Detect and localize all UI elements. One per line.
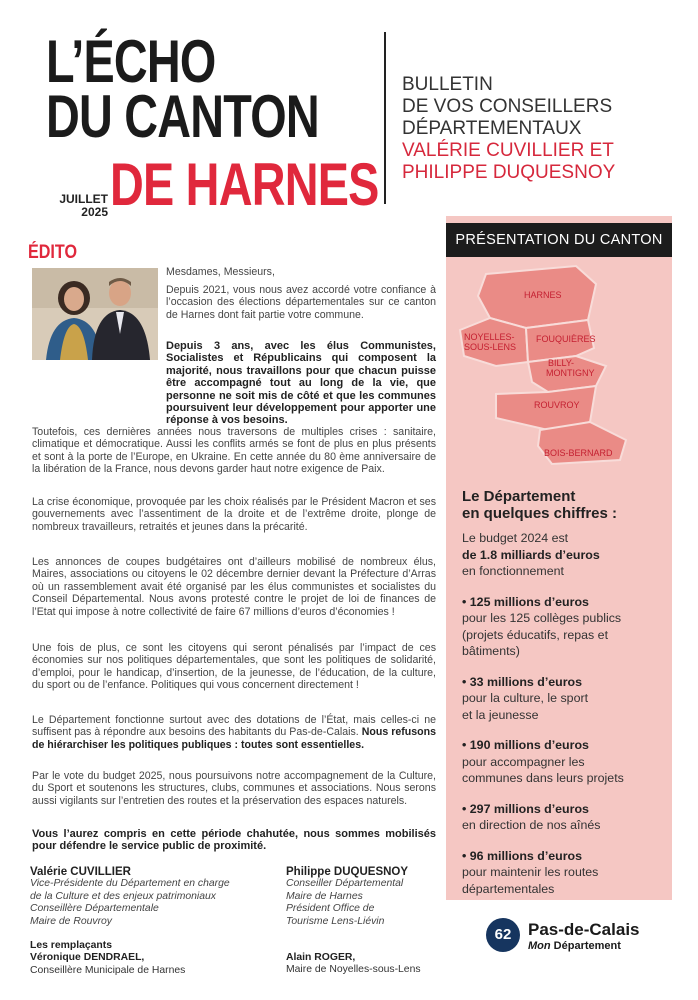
figure-item (462, 848, 668, 898)
signature-right-role-4: Tourisme Lens-Liévin (286, 915, 385, 927)
edito-paragraph-7-bold: Nous refusons de hiérarchiser les politiques publiques : toutes sont essentielles. (32, 726, 436, 751)
bulletin-line-1: BULLETIN (402, 74, 493, 95)
edito-greeting: Mesdames, Messieurs, (166, 266, 275, 278)
edito-paragraph-7-text: Le Département fonctionne surtout avec des dotations de l’État, mais celles-ci ne suffisent pas à répondre aux besoins des habitants du Pas-de-Calais. (32, 714, 436, 739)
edito-paragraph-7 (32, 714, 436, 751)
edito-paragraph-8: Par le vote du budget 2025, nous poursuivons notre accompagnement de la Culture, du Sport et soutenons les structures, clubs, communes et associations. Nous serons aussi vigilants sur l’entretien des routes et la préservation des espaces naturels. (32, 770, 436, 807)
logo-subtitle-rest: Département (550, 940, 621, 952)
canton-panel-title: PRÉSENTATION DU CANTON (446, 223, 672, 257)
budget-figure (462, 530, 668, 580)
masthead (46, 28, 376, 150)
councillors-photo (32, 268, 158, 360)
edito-paragraph-2-text: Depuis 3 ans, avec les élus Communistes, Socialistes et Républicains qui composent la majorité, nous travaillons pour que chacun puisse être accompagné tout au long de la vie, que personne ne soit mis de côté et que les communes poursuivent leur développement pour apporter une réponse à vos besoins. (166, 340, 436, 427)
bulletin-line-3: DÉPARTEMENTAUX (402, 118, 582, 139)
replacements-right (286, 952, 446, 977)
signature-left-name: Valérie CUVILLIER (30, 866, 131, 878)
replacement-right-name: Alain ROGER, (286, 952, 356, 963)
replacements-title: Les remplaçants (30, 940, 113, 951)
bulletin-line-2: DE VOS CONSEILLERS (402, 96, 613, 117)
figure-item (462, 674, 668, 724)
replacement-left-name: Véronique DENDRAEL, (30, 952, 145, 964)
map-label-harnes: HARNES (524, 290, 562, 300)
figure-desc: communes dans leurs projets (462, 771, 624, 785)
figure-desc: et la jeunesse (462, 707, 539, 722)
signature-right-name: Philippe DUQUESNOY (286, 866, 409, 878)
map-label-bois-bernard: BOIS-BERNARD (544, 448, 613, 458)
map-label-rouvroy: ROUVROY (534, 400, 580, 410)
edito-paragraph-1: Depuis 2021, vous nous avez accordé votre confiance à l’occasion des élections départementales sur ce canton de Harnes dont fait partie votre commune. (166, 284, 436, 321)
masthead-line-3: DE HARNES (110, 151, 379, 218)
map-label-billy-1: BILLY- (548, 358, 575, 368)
key-figures (462, 488, 668, 911)
logo-subtitle-italic: Mon (528, 940, 551, 952)
bulletin-line-5: PHILIPPE DUQUESNOY (402, 162, 616, 183)
edito-paragraph-4: La crise économique, provoquée par les choix réalisés par le Président Macron et ses gouvernements avec l’assentiment de la droite et de l’extrême droite, plonge de nombreux travailleurs, retraités et jeunes dans la précarité. (32, 496, 436, 533)
figure-amount: • 297 millions d’euros (462, 801, 589, 816)
logo-badge: 62 (486, 918, 520, 952)
logo-name: Pas-de-Calais (528, 920, 640, 939)
figure-amount: • 96 millions d’euros (462, 848, 583, 863)
canton-map (456, 262, 666, 472)
figure-amount: • 190 millions d’euros (462, 738, 589, 752)
edito-paragraph-6: Une fois de plus, ce sont les citoyens qui seront pénalisés par l’impact de ces économies sur nos politiques départementales, que sont les politiques de solidarité, d’emploi, pour le handicap, d’insertion, de la jeunesse, de l’éducation, de la culture, du sport ou de l’enfance. Politiques qui vous concernent directement ! (32, 642, 436, 692)
figure-item (462, 594, 668, 660)
bulletin-subtitle (402, 74, 692, 184)
edito-paragraph-5: Les annonces de coupes budgétaires ont d’ailleurs mobilisé de nombreux élus, Maires, associations ou citoyens le 02 décembre dernier devant la Préfecture d’Arras où un rassemblement avait été organisé par les élus communistes et socialistes du Conseil Départemental. Nous avons protesté contre le projet de loi de finances de l’Etat qui impose à notre collectivité de faire 67 millions d’euros d’économies ! (32, 556, 436, 618)
figure-desc: pour maintenir les routes (462, 865, 599, 879)
edito-paragraph-3: Toutefois, ces dernières années nous traversons de multiples crises : sanitaire, climatique et démocratique. Aussi les conflits armés se font de plus en plus présents et sont à la porte de l’Europe, en Ukraine. En cette année du 80 ème anniversaire de la libération de la France, nous devons garder haut notre exigence de Paix. (32, 426, 436, 476)
logo-subtitle (528, 940, 621, 952)
figure-desc: (projets éducatifs, repas et (462, 627, 609, 642)
map-label-noyelles-1: NOYELLES- (464, 332, 515, 342)
figure-desc: bâtiments) (462, 644, 520, 658)
signature-left-role-1: Vice-Présidente du Département en charge (30, 878, 230, 890)
edito-paragraph-2 (166, 340, 436, 427)
bulletin-line-4: VALÉRIE CUVILLIER ET (402, 140, 614, 161)
figure-desc: départementales (462, 881, 555, 896)
figure-item (462, 737, 668, 787)
replacements-left (30, 940, 275, 977)
figure-item (462, 801, 668, 834)
key-figures-heading-1: Le Département (462, 488, 576, 505)
map-label-noyelles-2: SOUS-LENS (464, 342, 517, 352)
signature-left-role-4: Maire de Rouvroy (30, 915, 113, 927)
signature-left-role-3: Conseillère Départementale (30, 903, 159, 915)
map-label-fouquieres: FOUQUIÈRES (536, 334, 596, 344)
figure-amount: • 33 millions d’euros (462, 674, 583, 689)
masthead-line-1: L’ÉCHO (46, 28, 216, 95)
figure-amount: • 125 millions d’euros (462, 594, 589, 609)
map-label-billy-2: MONTIGNY (546, 368, 595, 378)
issue-year: 2025 (81, 205, 108, 219)
masthead-divider (384, 32, 386, 204)
figure-desc: pour accompagner les (462, 754, 585, 769)
figure-desc: pour les 125 collèges publics (462, 611, 622, 625)
masthead-line-2: DU CANTON (46, 83, 319, 150)
edito-paragraph-9: Vous l’aurez compris en cette période chahutée, nous sommes mobilisés pour défendre le service public de proximité. (32, 828, 436, 853)
signature-left (30, 866, 275, 928)
signature-right-role-2: Maire de Harnes (286, 890, 363, 902)
signature-right-role-3: Président Office de (286, 903, 375, 915)
issue-date (52, 193, 108, 219)
budget-line-1: Le budget 2024 est (462, 531, 569, 545)
replacement-left-role: Conseillère Municipale de Harnes (30, 964, 186, 976)
key-figures-heading-2: en quelques chiffres : (462, 505, 618, 522)
signature-right (286, 866, 446, 928)
replacement-right-role: Maire de Noyelles-sous-Lens (286, 964, 421, 976)
key-figures-heading (462, 488, 668, 522)
budget-line-2: en fonctionnement (462, 564, 564, 578)
budget-line-bold: de 1.8 milliards d’euros (462, 547, 600, 562)
signature-right-role-1: Conseiller Départemental (286, 878, 404, 890)
signature-left-role-2: de la Culture et des enjeux patrimoniaux (30, 890, 216, 902)
figure-desc: en direction de nos aînés (462, 818, 601, 832)
edito-title: ÉDITO (28, 242, 78, 263)
issue-month: JUILLET (59, 192, 108, 206)
figure-desc: pour la culture, le sport (462, 691, 589, 705)
